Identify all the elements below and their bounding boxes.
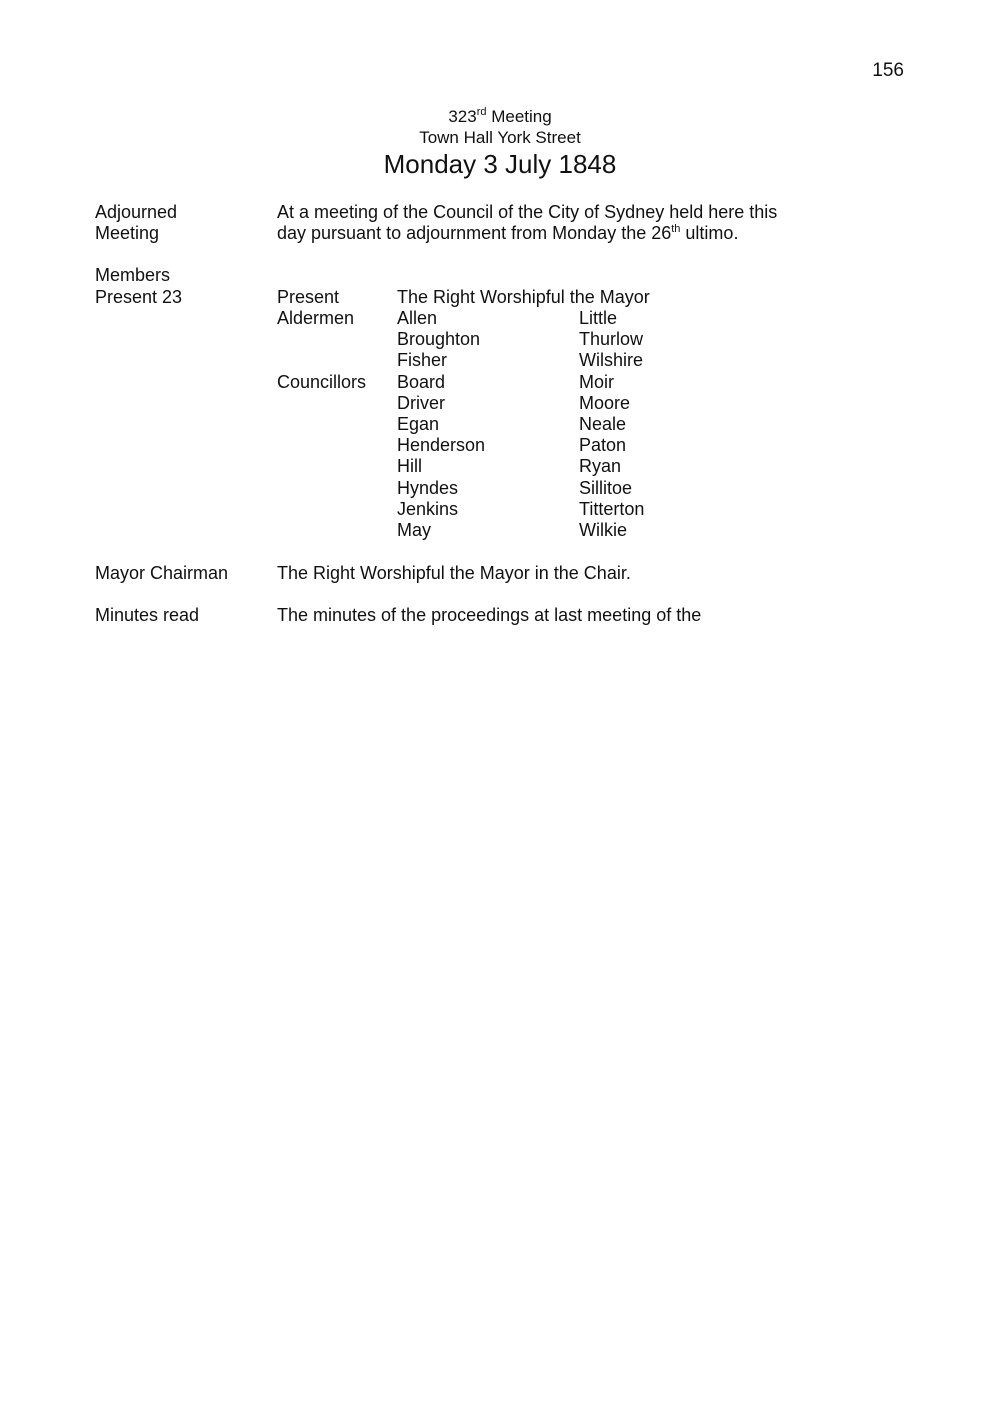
councillor-name: Moore — [579, 393, 631, 413]
adjourned-text-sup: th — [671, 223, 681, 235]
councillor-name: Paton — [579, 435, 627, 455]
present-value: The Right Worshipful the Mayor — [397, 287, 650, 307]
alderman-name: Little — [579, 308, 618, 328]
venue: Town Hall York Street — [419, 128, 581, 147]
margin-note-minutes: Minutes read — [95, 605, 200, 625]
meeting-number-value: 323 — [448, 107, 477, 126]
councillor-name: Hill — [397, 456, 422, 476]
page-number: 156 — [872, 60, 904, 81]
meeting-number — [0, 106, 1000, 127]
councillor-name: Jenkins — [397, 499, 459, 519]
margin-note-meeting: Meeting — [95, 223, 160, 243]
margin-note-present-count: Present 23 — [95, 287, 183, 307]
adjourned-text-line2 — [277, 223, 738, 244]
meeting-number-suffix: rd — [476, 106, 487, 118]
councillor-name: Titterton — [579, 499, 645, 519]
meeting-date: Monday 3 July 1848 — [383, 149, 617, 179]
adjourned-text-before: day pursuant to adjournment from Monday the 26 — [277, 223, 672, 243]
aldermen-label: Aldermen — [277, 308, 355, 328]
margin-note-adjourned: Adjourned — [95, 202, 178, 222]
councillor-name: Ryan — [579, 456, 622, 476]
margin-note-members: Members — [95, 265, 171, 285]
councillor-name: Egan — [397, 414, 440, 434]
councillor-name: Neale — [579, 414, 627, 434]
alderman-name: Thurlow — [579, 329, 644, 349]
adjourned-text-line1: At a meeting of the Council of the City of Sydney held here this — [277, 202, 778, 222]
alderman-name: Broughton — [397, 329, 481, 349]
councillor-name: Henderson — [397, 435, 486, 455]
alderman-name: Fisher — [397, 350, 448, 370]
meeting-word: Meeting — [491, 107, 552, 126]
minutes-text: The minutes of the proceedings at last meeting of the — [277, 605, 702, 625]
councillor-name: Moir — [579, 372, 614, 392]
adjourned-text-after: ultimo. — [680, 223, 739, 243]
present-label: Present — [277, 287, 340, 307]
councillor-name: May — [397, 520, 432, 540]
councillor-name: Hyndes — [397, 478, 459, 498]
alderman-name: Allen — [397, 308, 438, 328]
councillor-name: Board — [397, 372, 446, 392]
councillor-name: Wilkie — [579, 520, 627, 540]
margin-note-chairman: Mayor Chairman — [95, 563, 229, 583]
chairman-text: The Right Worshipful the Mayor in the Chair. — [277, 563, 631, 583]
councillor-name: Sillitoe — [579, 478, 633, 498]
alderman-name: Wilshire — [579, 350, 644, 370]
councillor-name: Driver — [397, 393, 445, 413]
councillors-label: Councillors — [277, 372, 367, 392]
